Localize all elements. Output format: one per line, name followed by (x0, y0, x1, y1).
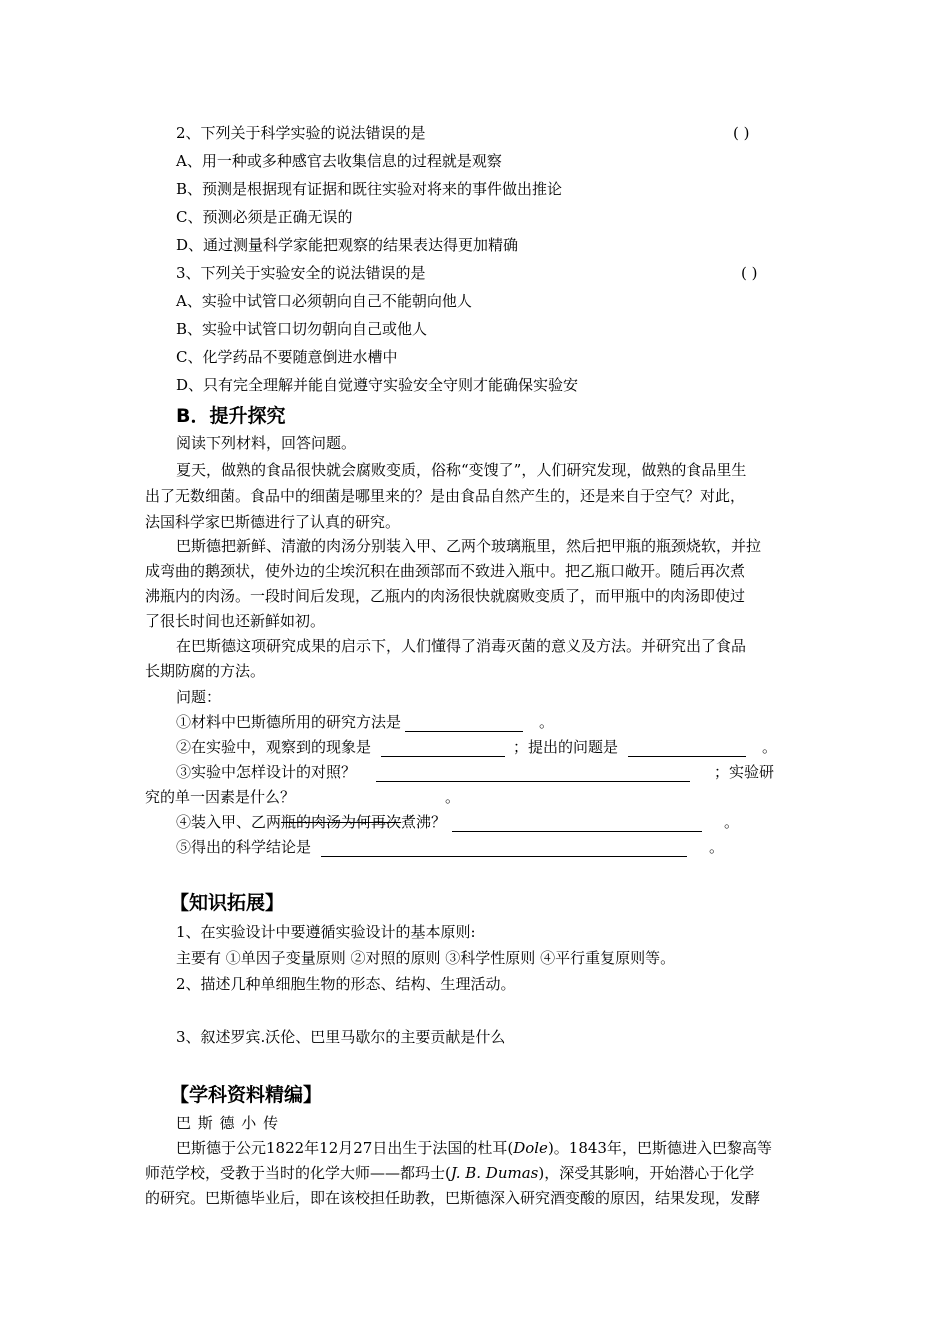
biography-line-1-b: )。1843年，巴斯德进入巴黎高等 (547, 1139, 772, 1157)
q2-option-c: C、预测必须是正确无误的 (176, 208, 353, 226)
q2-option-d: D、通过测量科学家能把观察的结果表达得更加精确 (176, 236, 519, 254)
section-b-heading: B．提升探究 (176, 405, 286, 427)
biography-line-2-a: 师范学校，受教于当时的化学大师——都玛士( (145, 1164, 451, 1182)
paragraph-1-line-2: 出了无数细菌。食品中的细菌是哪里来的？是由食品自然产生的，还是来自于空气？对此， (145, 487, 746, 505)
question-3-text-2: 究的单一因素是什么？ (145, 788, 296, 806)
q2-stem: 2、下列关于科学实验的说法错误的是 (176, 124, 426, 142)
paragraph-1-line-3: 法国科学家巴斯德进行了认真的研究。 (145, 513, 401, 531)
answer-blank-3a[interactable] (376, 765, 690, 782)
paragraph-3-line-2: 长期防腐的方法。 (145, 662, 266, 680)
biography-place-name: Dole (513, 1139, 548, 1157)
q2-option-a: A、用一种或多种感官去收集信息的过程就是观察 (176, 152, 502, 170)
q2-answer-paren: ( ) (733, 124, 750, 142)
knowledge-item-1: 1、在实验设计中要遵循实验设计的基本原则: (176, 923, 476, 941)
question-4 (176, 812, 739, 832)
question-4-text-end: 煮沸？ (401, 813, 447, 831)
question-5-end: 。 (709, 838, 725, 856)
biography-line-2-b: )，深受其影响，开始潜心于化学 (538, 1164, 755, 1182)
question-5 (176, 837, 724, 857)
knowledge-item-1-detail: 主要有 ①单因子变量原则 ②对照的原则 ③科学性原则 ④平行重复原则等。 (176, 949, 676, 967)
paragraph-1-line-1: 夏天，做熟的食品很快就会腐败变质，俗称“变馊了”，人们研究发现，做熟的食品里生 (176, 461, 747, 479)
answer-blank-2a[interactable] (381, 740, 505, 757)
paragraph-2-line-2: 成弯曲的鹅颈状，使外边的尘埃沉积在曲颈部而不致进入瓶中。把乙瓶口敞开。随后再次煮 (145, 562, 746, 580)
question-2-text: ②在实验中，观察到的现象是 (176, 738, 372, 756)
knowledge-extension-heading: 【知识拓展】 (170, 892, 285, 914)
answer-blank-4[interactable] (452, 815, 702, 832)
question-3-text: ③实验中怎样设计的对照？ (176, 763, 357, 781)
answer-blank-1[interactable] (405, 715, 523, 732)
question-1 (176, 712, 554, 732)
question-1-end: 。 (539, 713, 555, 731)
question-3-end: 。 (445, 788, 461, 806)
q3-option-c: C、化学药品不要随意倒进水槽中 (176, 348, 398, 366)
question-4-strikethrough: 瓶的肉汤为何再次 (281, 813, 402, 831)
paragraph-3-line-1: 在巴斯德这项研究成果的启示下，人们懂得了消毒灭菌的意义及方法。并研究出了食品 (176, 637, 747, 655)
subject-materials-heading: 【学科资料精编】 (170, 1084, 323, 1106)
question-2 (176, 737, 777, 757)
answer-blank-2b[interactable] (628, 740, 746, 757)
question-1-text: ①材料中巴斯德所用的研究方法是 (176, 713, 402, 731)
q3-option-b: B、实验中试管口切勿朝向自己或他人 (176, 320, 428, 338)
q3-stem: 3、下列关于实验安全的说法错误的是 (176, 264, 426, 282)
question-2-end: 。 (762, 738, 778, 756)
question-4-end: 。 (724, 813, 740, 831)
biography-line-2 (145, 1163, 754, 1183)
biography-line-1-a: 巴斯德于公元1822年12月27日出生于法国的杜耳( (176, 1139, 514, 1157)
question-3-mid: ；实验研 (714, 763, 775, 781)
biography-line-3: 的研究。巴斯德毕业后，即在该校担任助教，巴斯德深入研究酒变酸的原因，结果发现，发酵 (145, 1189, 761, 1207)
q3-option-a: A、实验中试管口必须朝向自己不能朝向他人 (176, 292, 472, 310)
paragraph-2-line-3: 沸瓶内的肉汤。一段时间后发现，乙瓶内的肉汤很快就腐败变质了，而甲瓶中的肉汤即使过 (145, 587, 746, 605)
question-2-mid: ；提出的问题是 (513, 738, 619, 756)
section-b-intro: 阅读下列材料，回答问题。 (176, 434, 357, 452)
question-3 (176, 762, 774, 782)
question-5-text: ⑤得出的科学结论是 (176, 838, 312, 856)
questions-label: 问题： (176, 688, 222, 706)
answer-blank-5[interactable] (321, 840, 687, 857)
paragraph-2-line-4: 了很长时间也还新鲜如初。 (145, 612, 326, 630)
knowledge-item-2: 2、描述几种单细胞生物的形态、结构、生理活动。 (176, 975, 516, 993)
paragraph-2-line-1: 巴斯德把新鲜、清澈的肉汤分别装入甲、乙两个玻璃瓶里，然后把甲瓶的瓶颈烧软，并拉 (176, 537, 762, 555)
knowledge-item-3: 3、叙述罗宾.沃伦、巴里马歇尔的主要贡献是什么 (176, 1028, 506, 1046)
question-4-text: ④装入甲、乙两 (176, 813, 282, 831)
q2-option-b: B、预测是根据现有证据和既往实验对将来的事件做出推论 (176, 180, 563, 198)
q3-answer-paren: ( ) (741, 264, 758, 282)
q3-option-d: D、只有完全理解并能自觉遵守实验安全守则才能确保实验安 (176, 376, 579, 394)
pasteur-biography-title: 巴 斯 德 小 传 (176, 1114, 280, 1132)
question-3-line-2 (145, 787, 460, 807)
biography-person-name: J. B. Dumas (450, 1164, 539, 1182)
biography-line-1 (176, 1138, 772, 1158)
